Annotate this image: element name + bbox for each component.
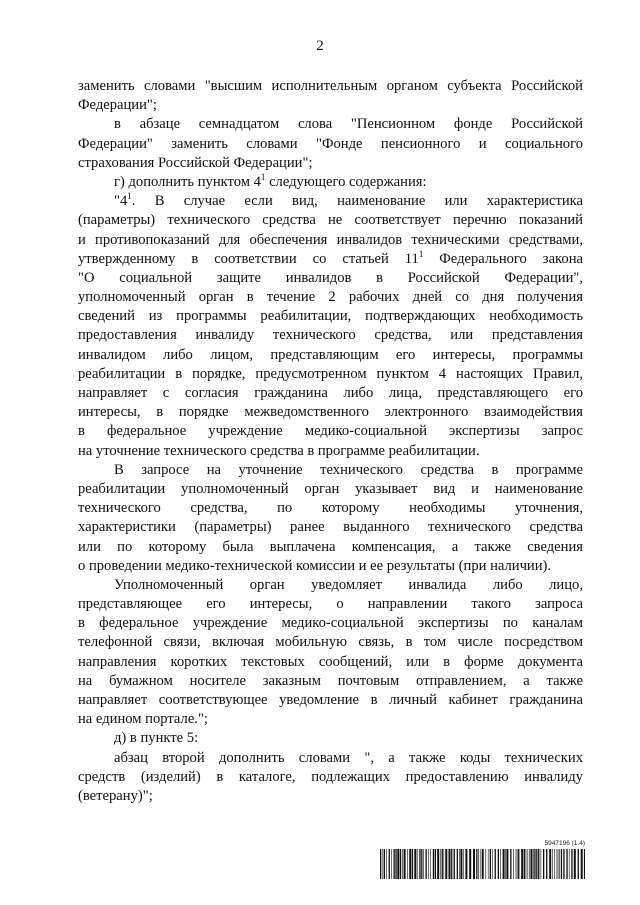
text-line	[78, 557, 583, 576]
line-text: в федеральное учреждение медико-социальной экспертизы по каналам	[78, 615, 583, 632]
text-line	[78, 135, 583, 154]
line-text: уполномоченный орган в течение 2 рабочих дней со дня получения	[78, 289, 583, 306]
line-text: заменить словами "высшим исполнительным органом субъекта Российской	[78, 78, 583, 94]
line-text: в абзаце семнадцатом слова "Пенсионном фонде Российской	[114, 116, 583, 133]
line-text: г) дополнить пунктом 4	[114, 173, 261, 190]
text-line	[78, 231, 583, 250]
line-text: в федеральное учреждение медико-социальной экспертизы запрос	[78, 423, 583, 440]
document-body	[78, 77, 583, 806]
page-number: 2	[316, 38, 324, 54]
line-text: характеристики (параметры) ранее выданного технического средства	[78, 519, 583, 536]
text-line	[78, 365, 583, 384]
line-text: направления коротких текстовых сообщений, или в форме документа	[78, 653, 583, 670]
text-line	[78, 346, 583, 365]
line-text: В запросе на уточнение технического средства в программе	[114, 461, 583, 478]
line-text: (параметры) технического средства не соответствует перечню показаний	[78, 212, 583, 229]
line-text: реабилитации уполномоченный орган указывает вид и наименование	[78, 480, 583, 497]
superscript: 1	[418, 249, 424, 259]
line-text: сведений из программы реабилитации, подтверждающих необходимость	[78, 308, 583, 325]
line-text: направляет соответствующее уведомление в личный кабинет гражданина	[78, 692, 583, 708]
text-line	[78, 576, 583, 595]
line-text: страхования Российской Федерации";	[78, 154, 313, 171]
line-text-after: следующего содержания:	[265, 173, 427, 190]
line-text: и противопоказаний для обеспечения инвалидов техническими средствами,	[78, 231, 583, 248]
text-line	[78, 307, 583, 326]
line-text-after: . В случае если вид, наименование или характеристика	[131, 193, 583, 210]
text-line	[78, 499, 583, 518]
barcode-code: 5947196 (1.4)	[544, 840, 585, 847]
line-text-after: Федерального закона	[423, 250, 583, 267]
line-text: инвалидом либо лицом, представляющим его интересы, программы	[78, 346, 583, 363]
text-line	[78, 633, 583, 652]
text-line	[78, 672, 583, 691]
text-line	[78, 173, 583, 192]
line-text: Федерации" заменить словами "Фонде пенсионного и социального	[78, 135, 583, 152]
text-line	[78, 403, 583, 422]
barcode-block	[380, 840, 585, 880]
line-text: на бумажном носителе заказным почтовым отправлением, а также	[78, 672, 583, 689]
text-line	[78, 595, 583, 614]
line-text: утвержденному в соответствии со статьей 11	[78, 250, 419, 267]
text-line	[78, 288, 583, 307]
text-line	[78, 729, 583, 748]
line-text: направляет с согласия гражданина либо лица, представляющего его	[78, 385, 583, 401]
text-line	[78, 326, 583, 345]
line-text: на уточнение технического средства в программе реабилитации.	[78, 442, 480, 459]
line-text: средств (изделий) в каталоге, подлежащих предоставлению инвалиду	[78, 768, 583, 785]
text-line	[78, 749, 583, 768]
barcode-image	[380, 849, 585, 879]
text-line	[78, 442, 583, 461]
superscript: 1	[260, 172, 266, 182]
text-line	[78, 269, 583, 288]
text-line	[78, 768, 583, 787]
superscript: 1	[127, 192, 132, 202]
text-line	[78, 96, 583, 115]
text-line	[78, 614, 583, 633]
line-text: Федерации";	[78, 97, 157, 114]
text-line	[78, 422, 583, 441]
line-text: интересы, в порядке межведомственного электронного взаимодействия	[78, 404, 583, 421]
text-line	[78, 250, 583, 269]
line-text: (ветерану)";	[78, 787, 153, 804]
text-line	[78, 787, 583, 806]
line-text: "4	[114, 193, 128, 210]
text-line	[78, 480, 583, 499]
text-line	[78, 691, 583, 710]
line-text: о проведении медико-технической комиссии и ее результаты (при наличии).	[78, 557, 552, 574]
text-line	[78, 211, 583, 230]
text-line	[78, 154, 583, 173]
line-text: технического средства, по которому необходимы уточнения,	[78, 500, 583, 517]
line-text: реабилитации в порядке, предусмотренном пунктом 4 настоящих Правил,	[78, 365, 583, 382]
text-line	[78, 461, 583, 480]
text-line	[78, 538, 583, 557]
text-line	[78, 77, 583, 96]
line-text: телефонной связи, включая мобильную связь, в том числе посредством	[78, 634, 583, 651]
text-line	[78, 710, 583, 729]
text-line	[78, 192, 583, 211]
line-text: представляющее его интересы, о направлении такого запроса	[78, 596, 583, 613]
text-line	[78, 653, 583, 672]
line-text: или по которому была выплачена компенсация, а также сведения	[78, 538, 583, 555]
line-text: предоставления инвалиду технического средства, или представления	[78, 327, 583, 344]
line-text: на едином портале.";	[78, 711, 208, 728]
line-text: абзац второй дополнить словами ", а также коды технических	[114, 749, 583, 766]
text-line	[78, 384, 583, 403]
line-text: Уполномоченный орган уведомляет инвалида либо лицо,	[114, 576, 583, 593]
text-line	[78, 518, 583, 537]
line-text: "О социальной защите инвалидов в Российской Федерации",	[78, 269, 583, 286]
text-line	[78, 115, 583, 134]
line-text: д) в пункте 5:	[114, 730, 199, 747]
